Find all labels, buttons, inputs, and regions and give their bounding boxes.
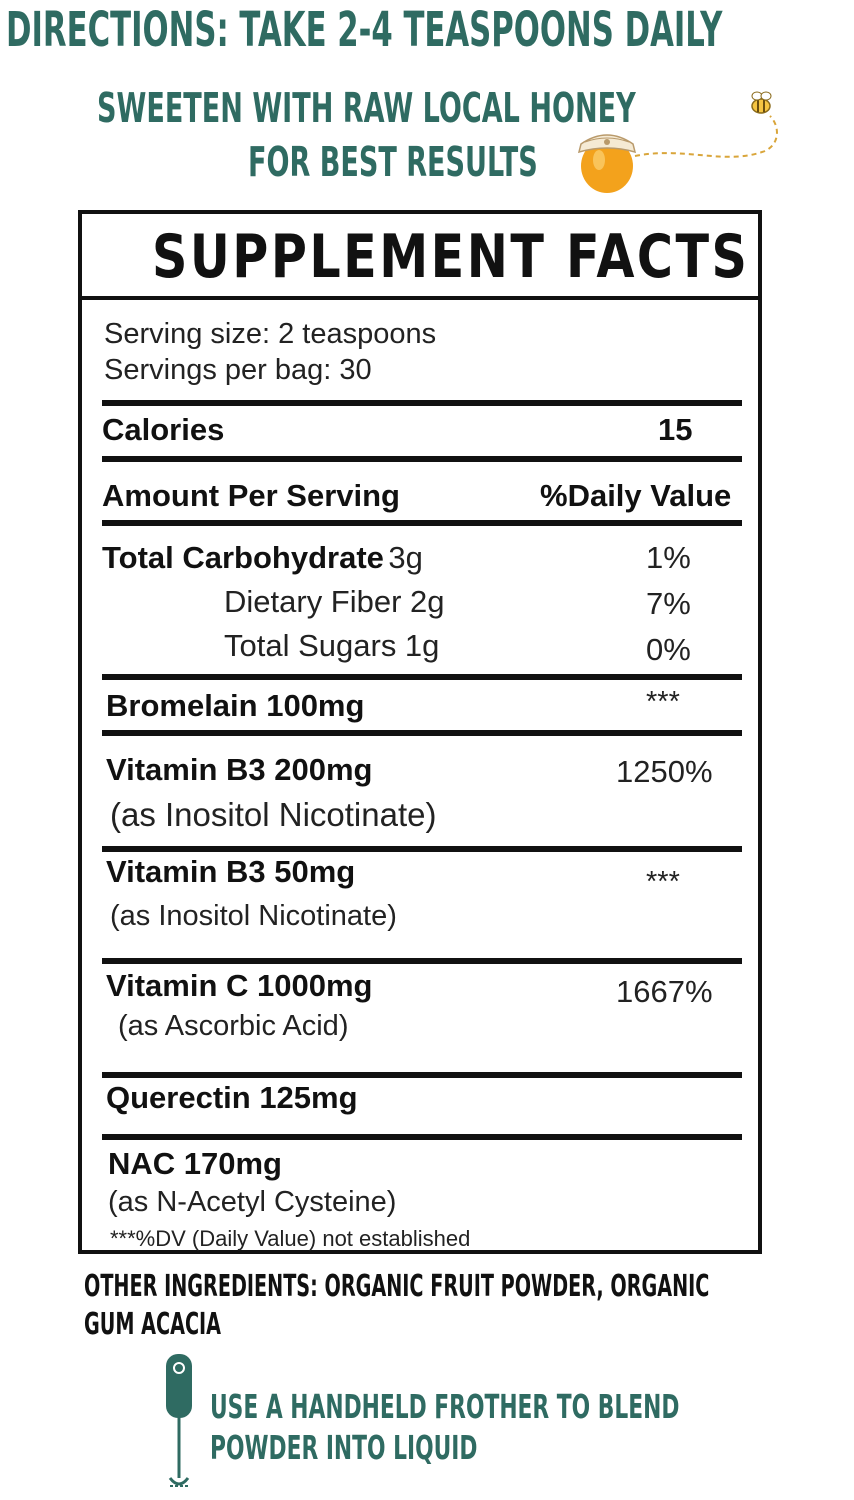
sugars-label: Total Sugars 1g [224,628,440,663]
divider [102,730,742,736]
milk-frother-icon [160,1352,200,1492]
divider [102,400,742,406]
b3-50-sub: (as Inositol Nicotinate) [110,900,397,932]
facts-title-bar [82,214,758,300]
divider [102,520,742,526]
dv-footnote: ***%DV (Daily Value) not established [110,1226,471,1251]
quercetin-label: Querectin 125mg [106,1080,358,1115]
facts-title: SUPPLEMENT FACTS [152,222,750,292]
carb-name: Total Carbohydrate [102,540,384,575]
divider [102,846,742,852]
b3-200-label: Vitamin B3 200mg [106,752,373,787]
daily-value-header: %Daily Value [540,478,732,513]
fiber-dv: 7% [646,586,691,621]
b3-50-label: Vitamin B3 50mg [106,854,356,889]
b3-200-dv: 1250% [616,754,713,789]
sugars-dv: 0% [646,632,691,667]
other-ingredients: OTHER INGREDIENTS: ORGANIC FRUIT POWDER, ORGANIC GUM ACACIA [84,1269,710,1342]
divider [102,1134,742,1140]
divider [102,1072,742,1078]
calories-value: 15 [658,412,693,447]
vitc-sub: (as Ascorbic Acid) [118,1010,349,1042]
honey-jar-icon [575,86,785,196]
carb-amount: 3g [388,540,423,575]
divider [102,456,742,462]
nac-label: NAC 170mg [108,1146,282,1181]
carb-dv: 1% [646,540,691,575]
vitc-dv: 1667% [616,974,713,1009]
bromelain-label: Bromelain 100mg [106,688,365,723]
fiber-label: Dietary Fiber 2g [224,584,445,619]
bromelain-dv: *** [646,686,680,718]
bee-icon [752,92,771,113]
calories-label: Calories [102,412,225,447]
frother-line-2: POWDER INTO LIQUID [210,1428,478,1467]
sweeten-line-1: SWEETEN WITH RAW LOCAL HONEY [97,84,636,132]
nac-sub: (as N-Acetyl Cysteine) [108,1186,397,1218]
supplement-facts-panel [78,210,762,1254]
b3-50-dv: *** [646,866,680,898]
frother-instruction [210,1386,679,1468]
amount-per-serving-header: Amount Per Serving [102,478,400,513]
b3-200-sub: (as Inositol Nicotinate) [110,796,437,833]
frother-line-1: USE A HANDHELD FROTHER TO BLEND [210,1387,680,1426]
vitc-label: Vitamin C 1000mg [106,968,373,1003]
servings-per-bag: Servings per bag: 30 [104,354,372,386]
directions-heading: DIRECTIONS: TAKE 2-4 TEASPOONS DAILY [6,2,723,58]
divider [102,674,742,680]
sweeten-line-2: FOR BEST RESULTS [248,138,538,186]
serving-size: Serving size: 2 teaspoons [104,318,437,350]
divider [102,958,742,964]
carb-row [102,540,423,576]
